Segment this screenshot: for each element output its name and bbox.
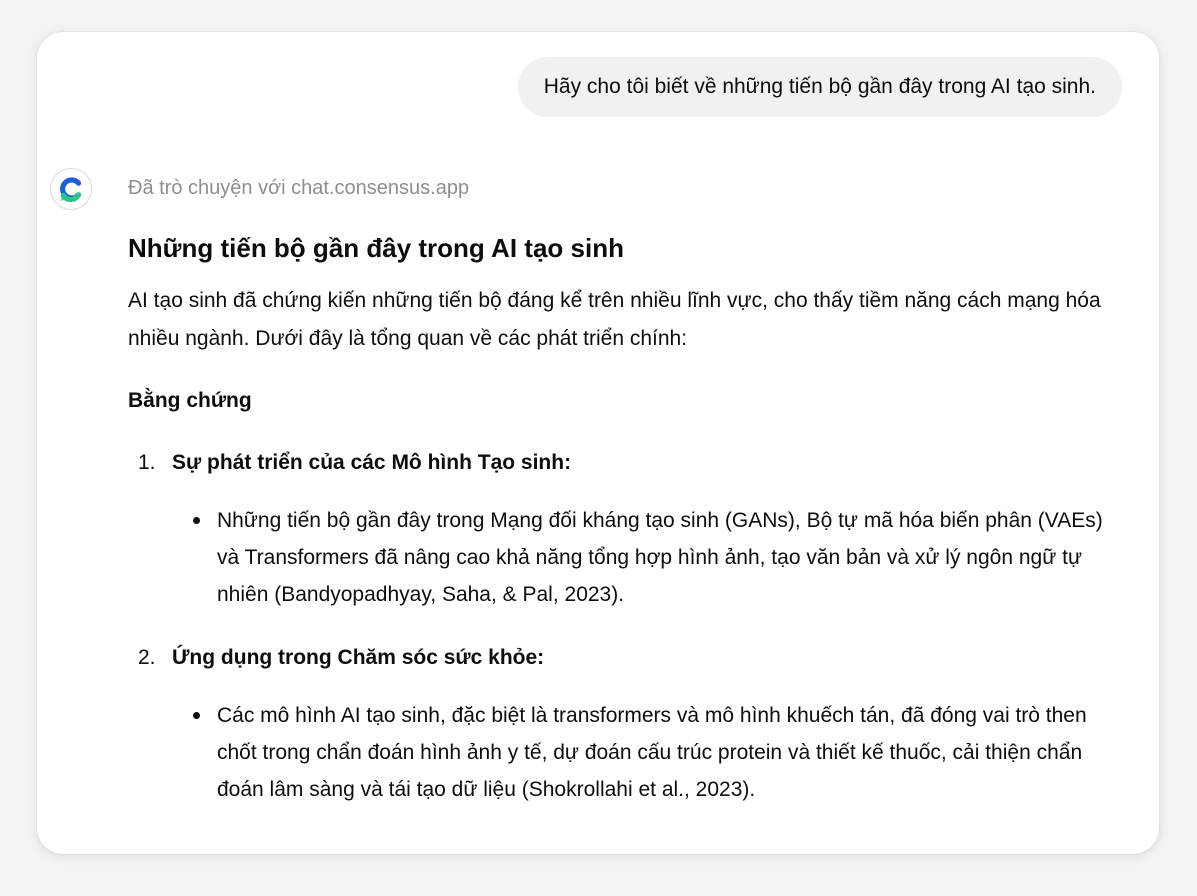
user-message-text: Hãy cho tôi biết về những tiến bộ gần đây trong AI tạo sinh. [543,75,1096,98]
bullet-dot-icon [193,712,200,719]
chat-window [37,32,1159,854]
bullet-dot-icon [193,517,200,524]
list-item-number: 1. [138,451,156,474]
bullet-text: Những tiến bộ gần đây trong Mạng đối kháng tạo sinh (GANs), Bộ tự mã hóa biến phân (VAEs) và Transformers đã nâng cao khả năng tổng hợp hình ảnh, tạo văn bản và xử lý ngôn ngữ tự nhiên (Bandyopadhyay, Saha, & Pal, 2023). [217,509,1103,606]
consensus-logo-svg [56,174,86,204]
assistant-response [128,228,1128,808]
list-item-number: 2. [138,646,156,669]
talked-with-label: Đã trò chuyện với chat.consensus.app [128,177,470,199]
list-item-title: Sự phát triển của các Mô hình Tạo sinh: [172,451,572,474]
response-intro: AI tạo sinh đã chứng kiến những tiến bộ đáng kể trên nhiều lĩnh vực, cho thấy tiềm năng cách mạng hóa nhiều ngành. Dưới đây là tổng quan về các phát triển chính: [128,289,1101,350]
list-item-title: Ứng dụng trong Chăm sóc sức khỏe: [172,646,545,669]
consensus-logo-icon [50,168,92,210]
list-item [128,446,1128,480]
bullet-item [217,697,1122,808]
user-message-bubble [518,57,1122,117]
bullet-text: Các mô hình AI tạo sinh, đặc biệt là transformers và mô hình khuếch tán, đã đóng vai trò then chốt trong chẩn đoán hình ảnh y tế, dự đoán cấu trúc protein và thiết kế thuốc, cải thiện chẩn đoán lâm sàng và tái tạo dữ liệu (Shokrollahi et al., 2023). [217,704,1087,801]
list-item [128,641,1128,675]
bullet-item [217,502,1122,613]
section-title-evidence: Bằng chứng [128,389,252,412]
response-heading: Những tiến bộ gần đây trong AI tạo sinh [128,233,624,263]
